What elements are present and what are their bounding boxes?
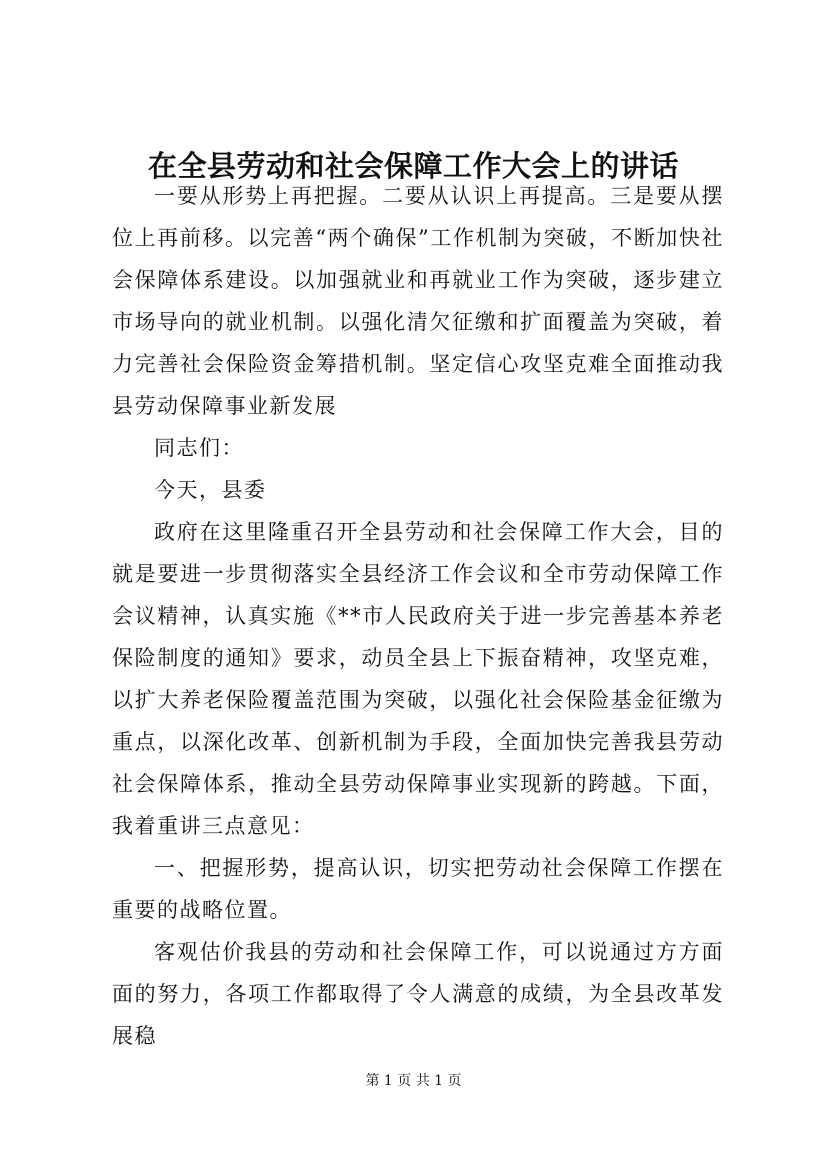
document-title: 在全县劳动和社会保障工作大会上的讲话 (147, 149, 679, 183)
paragraph-summary: 一要从形势上再把握。二要从认识上再提高。三是要从摆位上再前移。以完善“两个确保”工作机制为突破，不断加快社会保障体系建设。以加强就业和再就业工作为突破，逐步建立市场导向的就业机制。以强化清欠征缴和扩面覆盖为突破，着力完善社会保险资金筹措机制。坚定信心攻坚克难全面推动我县劳动保障事业新发展 (112, 184, 724, 418)
paragraph-salutation: 同志们： (154, 436, 244, 460)
page-number-footer: 第 1 页 共 1 页 (365, 1073, 462, 1089)
paragraph-assessment: 客观估价我县的劳动和社会保障工作，可以说通过方方面面的努力，各项工作都取得了令人满意的成绩，为全县改革发展稳 (112, 940, 724, 1048)
document-body (112, 175, 724, 1057)
paragraph-purpose: 政府在这里隆重召开全县劳动和社会保障工作大会，目的就是要进一步贯彻落实全县经济工作会议和全市劳动保障工作会议精神，认真实施《**市人民政府关于进一步完善基本养老保险制度的通知》要求，动员全县上下振奋精神，攻坚克难，以扩大养老保险覆盖范围为突破，以强化社会保险基金征缴为重点，以深化改革、创新机制为手段，全面加快完善我县劳动社会保障体系，推动全县劳动保障事业实现新的跨越。下面，我着重讲三点意见： (112, 520, 724, 838)
paragraph-today: 今天，县委 (154, 478, 267, 502)
paragraph-section-one-heading: 一、把握形势，提高认识，切实把劳动社会保障工作摆在重要的战略位置。 (112, 856, 724, 922)
